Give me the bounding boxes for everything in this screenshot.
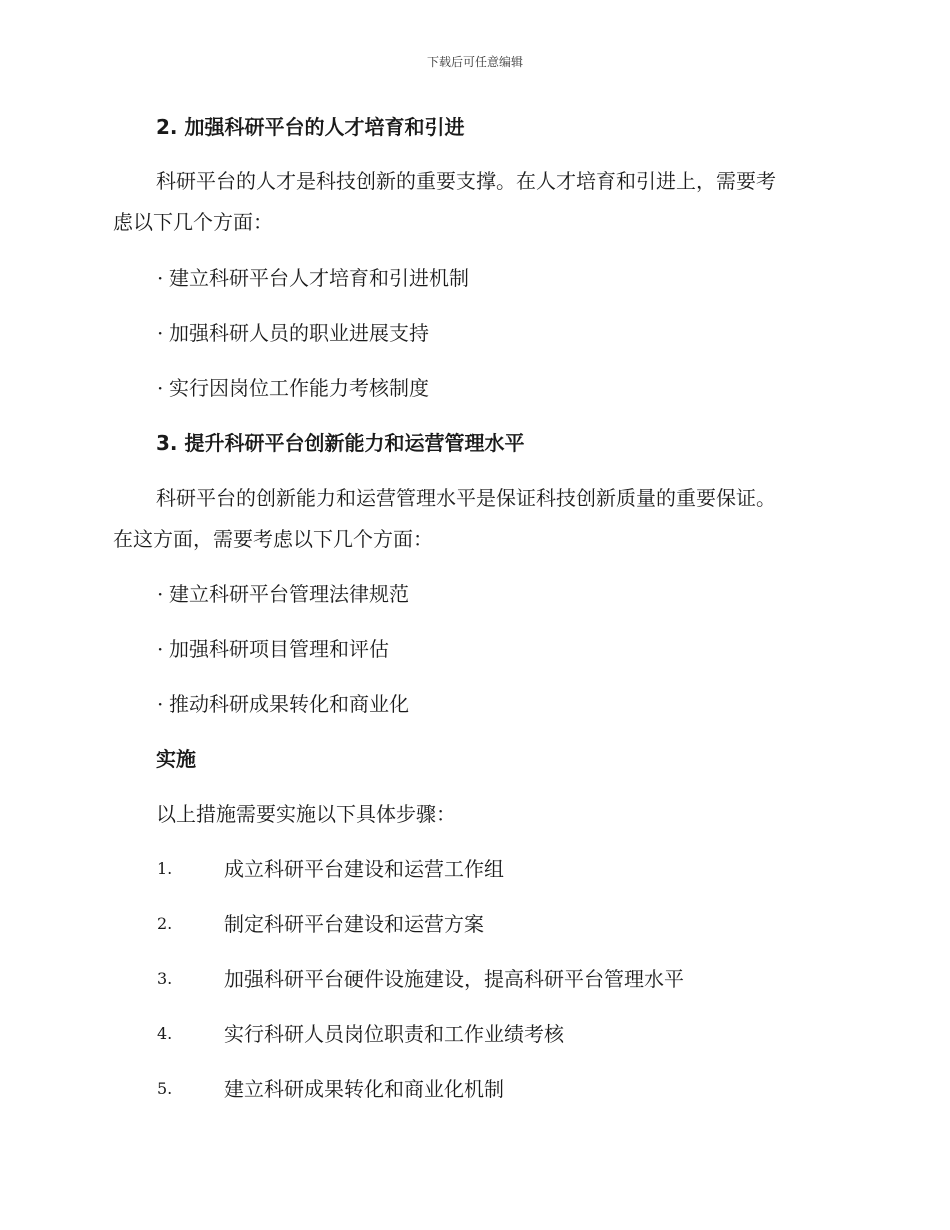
bullet-dot-icon: · [157, 266, 164, 290]
implementation-intro: 以上措施需要实施以下具体步骤： [156, 802, 456, 826]
bullet-text: 加强科研项目管理和评估 [169, 637, 389, 661]
bullet-dot-icon: · [157, 582, 164, 606]
step-text: 加强科研平台硬件设施建设，提高科研平台管理水平 [224, 967, 684, 991]
bullet-text: 实行因岗位工作能力考核制度 [169, 376, 429, 400]
step-number: 3. [157, 969, 173, 988]
section-3-paragraph-line-1: 科研平台的创新能力和运营管理水平是保证科技创新质量的重要保证。 [156, 486, 776, 510]
section-3-paragraph-line-2: 在这方面，需要考虑以下几个方面： [113, 527, 433, 551]
section-2-bullet-item [157, 374, 429, 402]
section-2-paragraph-line-1: 科研平台的人才是科技创新的重要支撑。在人才培育和引进上，需要考 [156, 169, 776, 193]
section-3-bullet-item [157, 635, 389, 663]
bullet-dot-icon: · [157, 692, 164, 716]
section-2-heading: 2. 加强科研平台的人才培育和引进 [156, 115, 465, 139]
bullet-dot-icon: · [157, 637, 164, 661]
implementation-heading: 实施 [156, 747, 196, 771]
section-2-bullet-item [157, 264, 469, 292]
step-text: 制定科研平台建设和运营方案 [224, 912, 484, 936]
section-2-bullet-item [157, 319, 429, 347]
step-text: 建立科研成果转化和商业化机制 [224, 1077, 504, 1101]
bullet-text: 建立科研平台人才培育和引进机制 [169, 266, 469, 290]
bullet-dot-icon: · [157, 376, 164, 400]
bullet-text: 推动科研成果转化和商业化 [169, 692, 409, 716]
step-number: 2. [157, 914, 173, 933]
bullet-text: 加强科研人员的职业进展支持 [169, 321, 429, 345]
page-header: 下载后可任意编辑 [426, 55, 523, 69]
step-number: 5. [157, 1079, 173, 1098]
section-3-bullet-item [157, 690, 409, 718]
step-number: 4. [157, 1024, 173, 1043]
section-2-paragraph-line-2: 虑以下几个方面： [113, 210, 273, 234]
bullet-text: 建立科研平台管理法律规范 [169, 582, 409, 606]
step-text: 成立科研平台建设和运营工作组 [224, 857, 504, 881]
step-text: 实行科研人员岗位职责和工作业绩考核 [224, 1022, 564, 1046]
section-3-bullet-item [157, 580, 409, 608]
step-number: 1. [157, 859, 173, 878]
section-3-heading: 3. 提升科研平台创新能力和运营管理水平 [156, 431, 525, 455]
bullet-dot-icon: · [157, 321, 164, 345]
